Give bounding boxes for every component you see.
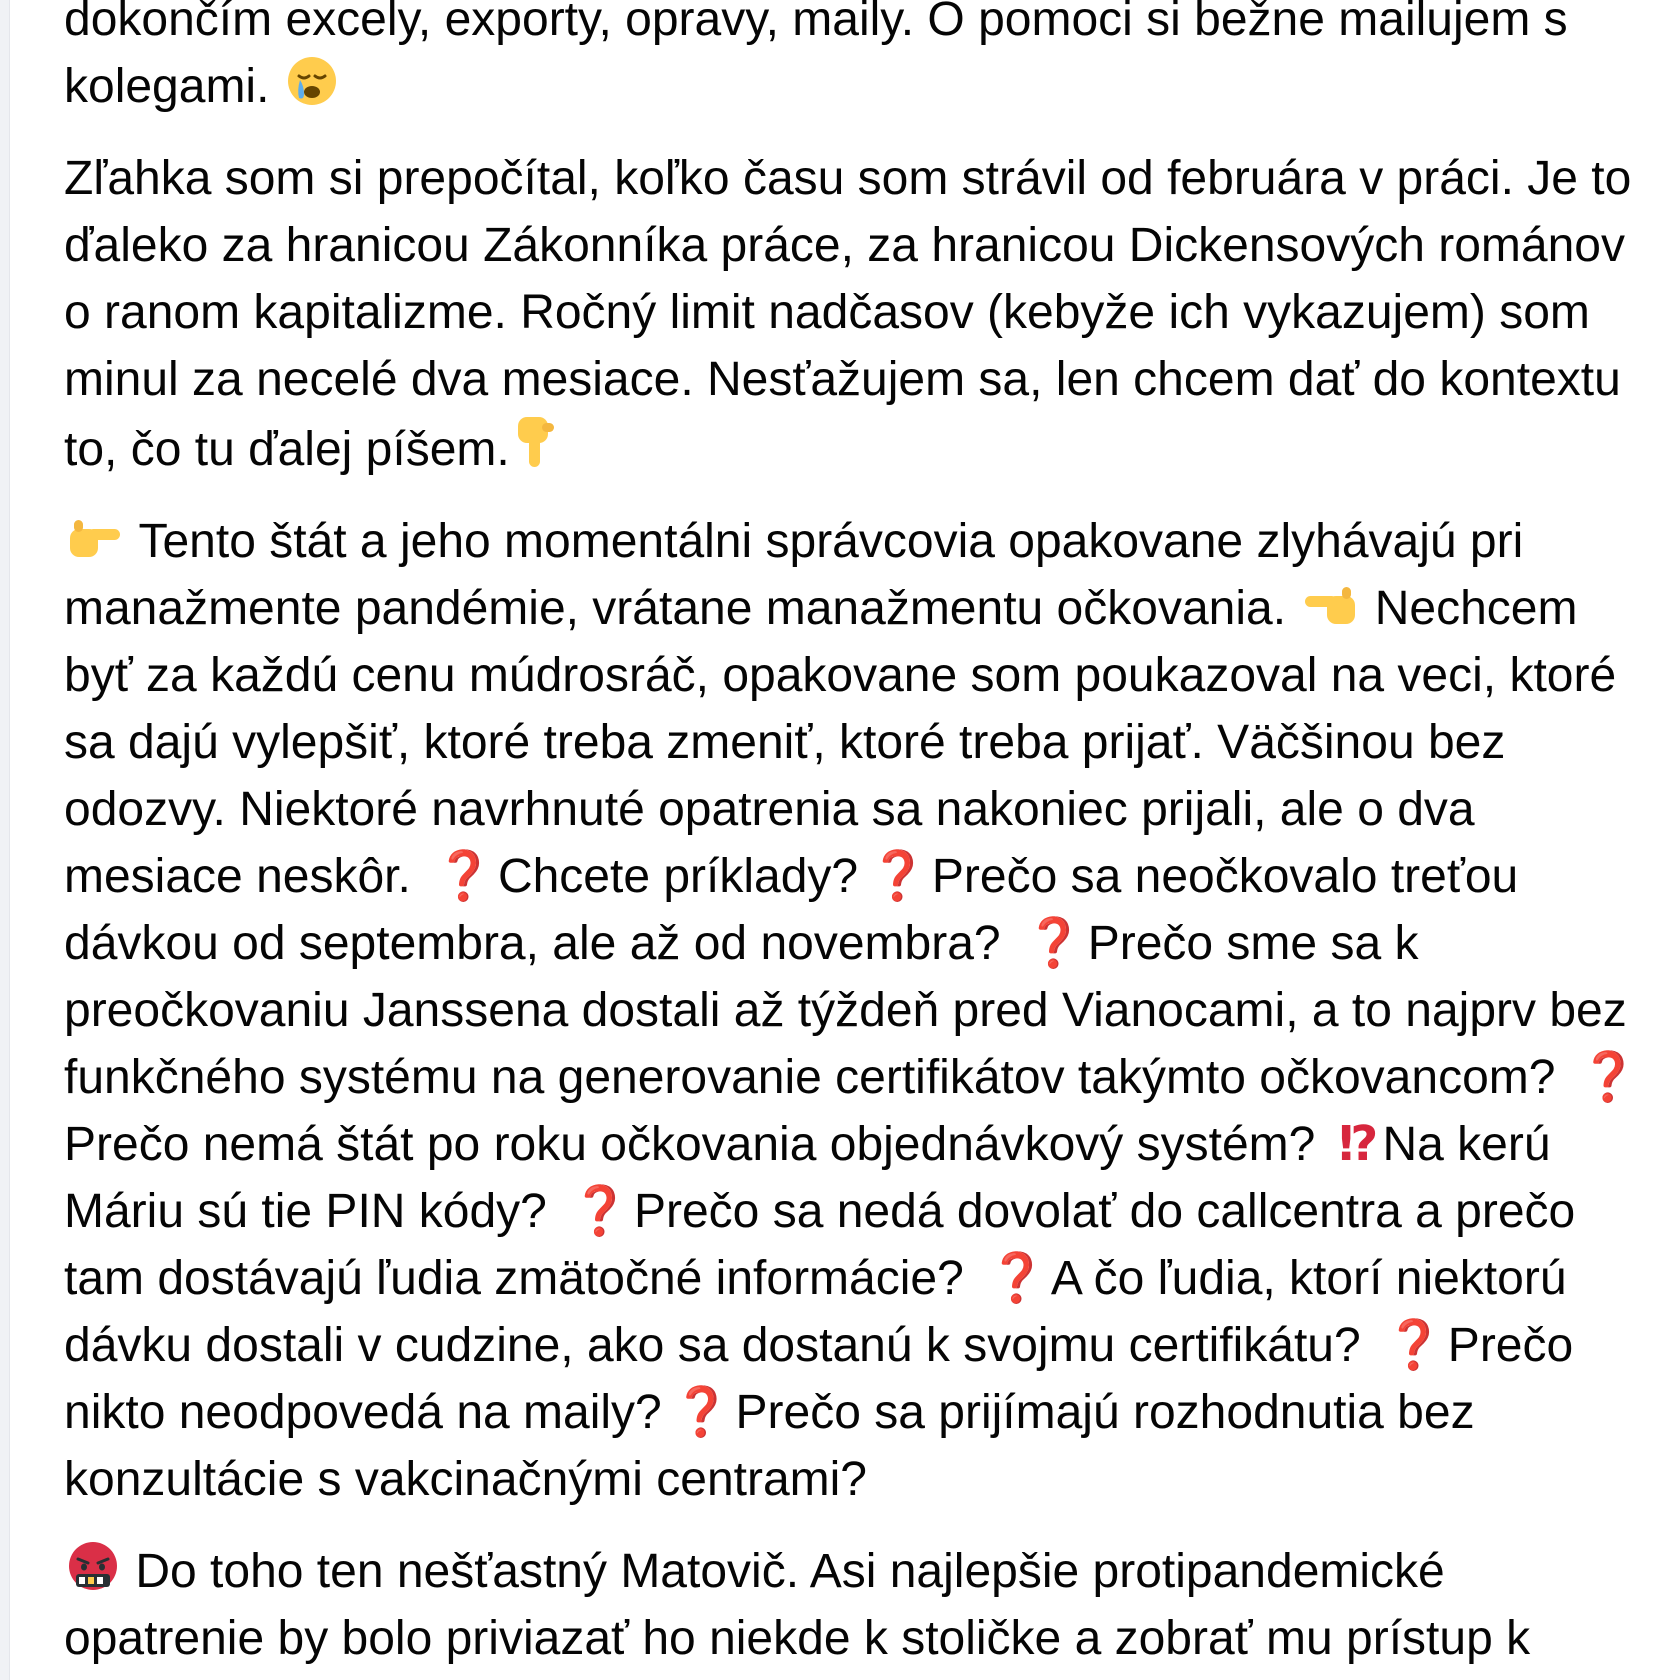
paragraph-1 xyxy=(64,0,1644,120)
question-text: Prečo nikto neodpovedá na maily? xyxy=(64,1319,1574,1439)
red-question-mark-icon: ❓ xyxy=(868,848,928,904)
cut-off-text-line: dokončím excely, exporty, opravy, maily. O pomoci si bežne mailujem s xyxy=(64,0,1568,46)
red-question-mark-icon: ❓ xyxy=(1578,1049,1639,1105)
red-question-mark-icon: ❓ xyxy=(434,848,494,904)
question-text: Na kerú Máriu sú tie PIN kódy? xyxy=(64,1118,1551,1238)
paragraph-text: Tento štát a jeho momentálni správcovia opakovane zlyhávajú pri manažmente pandémie, vrátane manažmentu očkovania. xyxy=(64,515,1524,635)
paragraph-text: Nechcem byť za každú cenu múdrosráč, opakovane som poukazoval na veci, ktoré sa dajú vylepšiť, ktoré treba zmeniť, ktoré treba prijať. Väčšinou bez odozvy. Niektoré navrhnuté opatrenia sa nakoniec prijali, ale o dva mesiace neskôr. xyxy=(64,582,1617,903)
red-question-mark-icon: ❓ xyxy=(570,1183,630,1239)
crying-face-icon xyxy=(285,54,339,108)
paragraph-text: kolegami. xyxy=(64,60,270,113)
paragraph-text: Zľahka som si prepočítal, koľko času som strávil od februára v práci. Je to ďaleko za hranicou Zákonníka práce, za hranicou Dickensových románov o ranom kapitalizme. Ročný limit nadčasov (kebyže ich vykazujem) som minul za necelé dva mesiace. Nesťažujem sa, len chcem dať do kontextu to, čo tu ďalej píšem. xyxy=(64,152,1632,476)
backhand-index-pointing-down-icon xyxy=(512,413,560,471)
facebook-post xyxy=(10,0,1680,1680)
exclamation-question-mark-icon: ⁉ xyxy=(1338,1116,1379,1172)
red-question-mark-icon: ❓ xyxy=(1023,915,1084,971)
red-question-mark-icon: ❓ xyxy=(1384,1317,1444,1373)
question-text: Prečo sa nedá dovolať do callcentra a prečo tam dostávajú ľudia zmätočné informácie? xyxy=(64,1185,1576,1305)
backhand-index-pointing-left-icon xyxy=(1301,584,1359,630)
face-with-symbols-on-mouth-icon xyxy=(66,1539,120,1593)
red-question-mark-icon: ❓ xyxy=(987,1250,1047,1306)
post-text xyxy=(64,0,1644,1680)
question-text: A čo ľudia, ktorí niektorú dávku dostali v cudzine, ako sa dostanú k svojmu certifikátu? xyxy=(64,1252,1567,1372)
red-question-mark-icon: ❓ xyxy=(671,1384,732,1440)
question-text: Prečo sa neočkovalo treťou dávkou od septembra, ale až od novembra? xyxy=(64,850,1519,970)
question-text: Prečo nemá štát po roku očkovania objednávkový systém? xyxy=(64,1118,1316,1171)
question-text: Prečo sme sa k preočkovaniu Janssena dostali až týždeň pred Vianocami, a to najprv bez funkčného systému na generovanie certifikátov takýmto očkovancom? xyxy=(64,917,1627,1104)
paragraph-2 xyxy=(64,145,1644,483)
paragraph-4 xyxy=(64,1538,1644,1672)
backhand-index-pointing-right-icon xyxy=(66,517,124,563)
question-text: Prečo sa prijímajú rozhodnutia bez konzultácie s vakcinačnými centrami? xyxy=(64,1386,1475,1506)
paragraph-3 xyxy=(64,508,1644,1513)
question-text: Chcete príklady? xyxy=(497,850,859,903)
paragraph-text: Do toho ten nešťastný Matovič. Asi najlepšie protipandemické opatrenie by bolo priviazať ho niekde k stoličke a zobrať mu prístup k xyxy=(64,1545,1531,1665)
